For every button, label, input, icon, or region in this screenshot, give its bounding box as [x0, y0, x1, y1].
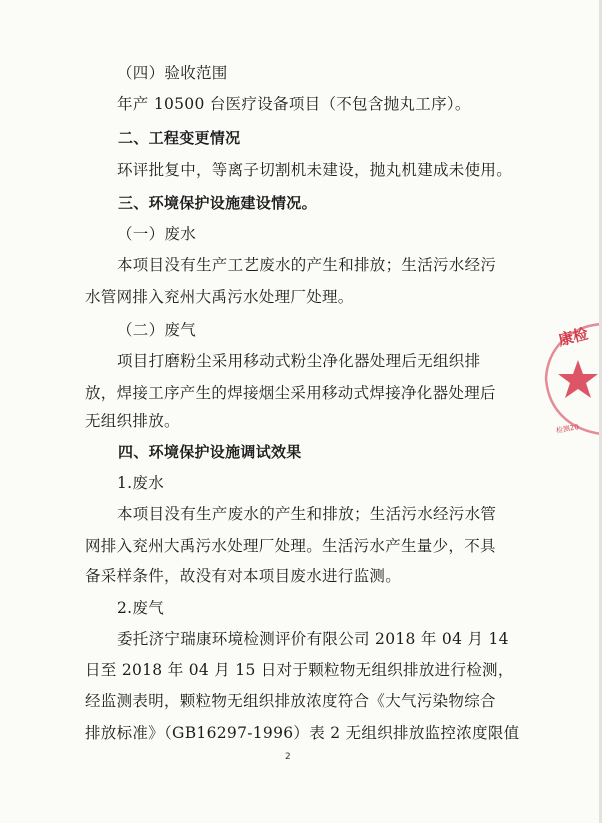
text-line: （一）废水: [117, 225, 197, 243]
seal-text: 康检: [556, 324, 590, 350]
seal-small-text: 检测20: [555, 423, 580, 435]
section-heading: 三、环境保护设施建设情况。: [118, 194, 317, 212]
text-line: 项目打磨粉尘采用移动式粉尘净化器处理后无组织排: [117, 352, 481, 370]
text-line: 放，焊接工序产生的焊接烟尘采用移动式焊接净化器处理后: [85, 384, 496, 402]
text-line: 环评批复中，等离子切割机未建设，抛丸机建成未使用。: [117, 161, 513, 179]
seal-star-icon: [558, 360, 598, 398]
text-line: 网排入兖州大禹污水处理厂处理。生活污水产生量少，不具: [85, 537, 496, 555]
text-line: 备采样条件，故没有对本项目废水进行监测。: [85, 567, 402, 585]
text-line: 1.废水: [117, 474, 164, 492]
text-line: 委托济宁瑞康环境检测评价有限公司 2018 年 04 月 14: [117, 630, 509, 648]
text-line: 无组织排放。: [85, 412, 180, 430]
text-line: 经监测表明，颗粒物无组织排放浓度符合《大气污染物综合: [85, 692, 496, 710]
page-number: 2: [285, 752, 291, 762]
text-line: 本项目没有生产工艺废水的产生和排放；生活污水经污: [117, 256, 497, 274]
section-heading: 四、环境保护设施调试效果: [118, 443, 302, 461]
text-line: 2.废气: [117, 599, 164, 617]
text-line: 日至 2018 年 04 月 15 日对于颗粒物无组织排放进行检测，: [85, 661, 514, 679]
text-line: 排放标准》（GB16297-1996）表 2 无组织排放监控浓度限值: [85, 724, 520, 742]
text-line: 水管网排入兖州大禹污水处理厂处理。: [85, 288, 354, 306]
text-line: 年产 10500 台医疗设备项目（不包含抛丸工序）。: [117, 95, 471, 113]
section-heading: 二、工程变更情况: [118, 129, 241, 147]
text-line: 本项目没有生产废水的产生和排放；生活污水经污水管: [117, 505, 497, 523]
text-line: （二）废气: [117, 321, 197, 339]
text-line: （四）验收范围: [117, 64, 228, 82]
